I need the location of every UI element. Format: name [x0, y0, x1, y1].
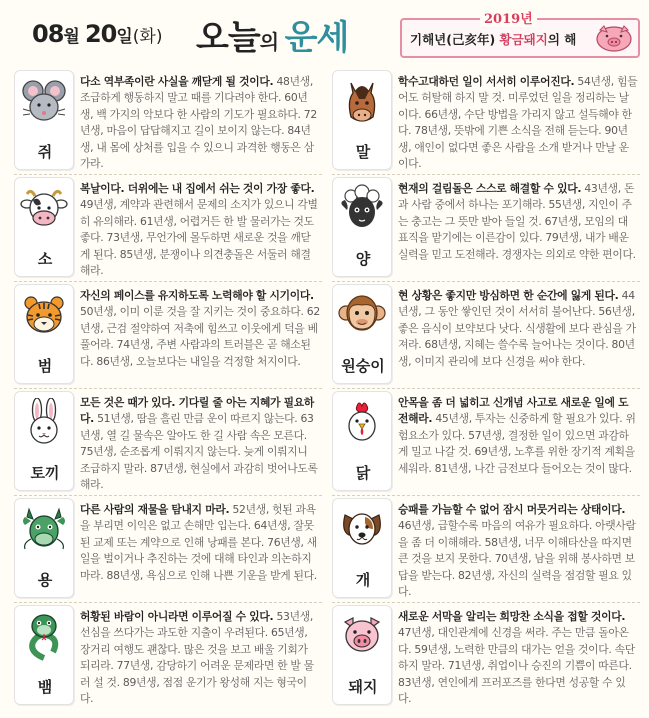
- zodiac-name: 쥐: [37, 143, 53, 161]
- row-divider: [332, 281, 640, 282]
- zodiac-tile: [14, 284, 74, 384]
- zodiac-card: [332, 498, 640, 601]
- pig-icon: [337, 612, 387, 662]
- badge-prefix: 기해년(己亥年): [410, 32, 500, 47]
- rat-icon: [19, 77, 69, 127]
- row-divider: [332, 602, 640, 603]
- row-divider: [332, 388, 640, 389]
- fortune-headline: 학수고대하던 일이 서서히 이루어진다.: [398, 75, 575, 88]
- title-particle: 의: [259, 30, 280, 54]
- fortune-text: [80, 288, 320, 370]
- fortune-text: [80, 181, 320, 279]
- zodiac-tile: [332, 391, 392, 491]
- zodiac-card: [14, 284, 322, 387]
- zodiac-name: 뱀: [37, 678, 53, 696]
- year-badge: [400, 12, 640, 58]
- zodiac-name: 소: [37, 250, 53, 268]
- fortune-text: [398, 502, 638, 600]
- badge-suffix: 의 해: [547, 32, 577, 47]
- zodiac-name: 닭: [355, 464, 371, 482]
- fortune-text: [80, 609, 320, 707]
- title-today: 오늘: [196, 18, 260, 58]
- zodiac-tile: [14, 70, 74, 170]
- rabbit-icon: [19, 398, 69, 448]
- sheep-icon: [337, 184, 387, 234]
- zodiac-name: 범: [37, 357, 53, 375]
- zodiac-tile: [14, 391, 74, 491]
- fortune-body: 46년생, 급할수록 마음의 여유가 필요하다. 아랫사람을 좀 더 이해해라. 58년생, 너무 이해타산을 따지면 큰 것을 보지 못한다. 70년생, 남을 위해 봉사하면 보답을 받는다. 82년생, 자신의 실력을 점검할 필요 있다.: [398, 519, 636, 599]
- row-divider: [14, 174, 322, 175]
- fortune-body: 48년생, 조급하게 행동하지 말고 때를 기다려야 한다. 60년생, 백 가지의 악보다 한 사람의 기도가 필요하다. 72년생, 마음이 답답해지고 길이 보이지 않는다. 84년생, 내 몸에 상처를 입을 수 있으니 과격한 행동은 삼가라.: [80, 75, 317, 171]
- day-number: 20: [84, 20, 117, 48]
- zodiac-card: [332, 70, 640, 173]
- zodiac-tile: [332, 70, 392, 170]
- pig-logo-icon: [594, 24, 634, 52]
- title-fortune: 운세: [284, 18, 349, 58]
- dragon-icon: [19, 505, 69, 555]
- fortune-text: [398, 288, 638, 370]
- zodiac-tile: [14, 498, 74, 598]
- fortune-body: 47년생, 대인관계에 신경을 써라. 주는 만큼 돌아온다. 59년생, 노력한 만큼의 대가는 얻을 것이다. 속단하지 말라. 71년생, 취업이나 승진의 기쁨이 따른다. 83년생, 연인에게 프러포즈를 한다면 성공할 수 있다.: [398, 626, 635, 706]
- fortune-headline: 새로운 서막을 알리는 희망찬 소식을 접할 것이다.: [398, 610, 626, 623]
- zodiac-name: 원숭이: [341, 357, 385, 375]
- fortune-text: [80, 395, 320, 493]
- badge-highlight: 황금돼지: [499, 32, 548, 47]
- fortune-headline: 허황된 바람이 아니라면 이루어질 수 있다.: [80, 610, 274, 623]
- fortune-headline: 현 상황은 좋지만 방심하면 한 순간에 잃게 된다.: [398, 289, 619, 302]
- fortune-headline: 승패를 가늠할 수 없어 잠시 머뭇거리는 상태이다.: [398, 503, 626, 516]
- fortune-headline: 안목을 좀 더 넓히고 신개념 사고로 새로운 일에 도전해라.: [398, 396, 629, 426]
- fortune-body: 52년생, 헛된 과욕을 부리면 이익은 없고 손해만 입는다. 64년생, 잘못된 교제 또는 계약으로 인해 낭패를 본다. 76년생, 새 일을 벌이거나 추진하는 것에 대해 타인과 의논하지 마라. 88년생, 욕심으로 인해 나쁜 기운을 받게 된다.: [80, 503, 317, 582]
- zodiac-name: 개: [355, 571, 371, 589]
- row-divider: [14, 388, 322, 389]
- fortune-text: [398, 395, 638, 477]
- rooster-icon: [337, 398, 387, 448]
- cow-icon: [19, 184, 69, 234]
- fortune-headline: 자신의 페이스를 유지하도록 노력해야 할 시기이다.: [80, 289, 314, 302]
- row-divider: [332, 495, 640, 496]
- row-divider: [14, 602, 322, 603]
- fortune-headline: 다소 역부족이란 사실을 깨닫게 될 것이다.: [80, 75, 274, 88]
- zodiac-card: [332, 391, 640, 494]
- fortune-text: [398, 181, 638, 263]
- row-divider: [332, 174, 640, 175]
- fortune-body: 43년생, 돈과 사람 중에서 하나는 포기해라. 55년생, 지인이 주는 충고는 그 뜻만 받아 들일 것. 67년생, 모임의 대표직을 맡기에는 이른감이 있다. 79년생, 내가 배운 실력을 믿고 도전해라. 경쟁자는 의외로 약한 편이다.: [398, 182, 636, 261]
- fortune-body: 44년생, 그 동안 쌓인던 것이 서서히 불어난다. 56년생, 좋은 음식이 보약보다 낫다. 식생활에 보다 관심을 가져라. 68년생, 지혜는 쓸수록 늘어나는 것이다. 80년생, 이미지 관리에 보다 신경을 써야 한다.: [398, 289, 636, 368]
- row-divider: [14, 281, 322, 282]
- zodiac-card: [332, 177, 640, 280]
- snake-icon: [19, 612, 69, 662]
- zodiac-tile: [332, 177, 392, 277]
- fortune-body: 51년생, 땀을 흘린 만큼 운이 따르지 않는다. 63년생, 열 길 물속은 알아도 한 길 사람 속은 모른다. 75년생, 순조롭게 이뤄지지 않는다. 늦게 이뤄지니 조급하지 말라. 87년생, 현실에서 과감히 벗어나도록 해라.: [80, 412, 318, 492]
- month-unit: 월: [63, 27, 80, 47]
- zodiac-card: [332, 605, 640, 708]
- fortune-headline: 복날이다. 더위에는 내 집에서 쉬는 것이 가장 좋다.: [80, 182, 315, 195]
- fortune-body: 45년생, 투자는 신중하게 할 필요가 있다. 위험요소가 있다. 57년생, 결정한 일이 있으면 과감하게 밀고 나갈 것. 69년생, 노후를 위한 장기적 계획을 세워라. 81년생, 나간 금전보다 들어오는 것이 많다.: [398, 412, 636, 475]
- zodiac-name: 돼지: [348, 678, 378, 696]
- fortune-headline: 현재의 걸림돌은 스스로 해결할 수 있다.: [398, 182, 582, 195]
- zodiac-card: [14, 177, 322, 280]
- fortune-text: [80, 74, 320, 172]
- fortune-body: 53년생, 선심을 쓰다가는 과도한 지출이 우려된다. 65년생, 장거리 여행도 괜찮다. 많은 것을 보고 배울 기회가 되리라. 77년생, 감당하기 어려운 문제라면 한 발 물러 설 것. 89년생, 점점 운기가 왕성해 지는 형국이다.: [80, 610, 314, 706]
- header: [0, 0, 649, 62]
- weekday: (화): [132, 27, 163, 47]
- zodiac-card: [14, 605, 322, 708]
- zodiac-tile: [332, 284, 392, 384]
- zodiac-name: 토끼: [30, 464, 60, 482]
- fortune-text: [80, 502, 320, 584]
- zodiac-name: 용: [37, 571, 53, 589]
- page-title: [196, 10, 348, 59]
- fortune-body: 49년생, 계약과 관련해서 문제의 소지가 있으니 각별히 유의해라. 61년생, 어렵거든 한 발 물러가는 것도 좋다. 73년생, 무언가에 몰두하면 새로운 것을 깨닫게 된다. 85년생, 분쟁이나 의견충돌은 서둘러 해결해라.: [80, 198, 318, 278]
- zodiac-name: 말: [355, 143, 371, 161]
- zodiac-card: [14, 70, 322, 173]
- zodiac-card: [14, 391, 322, 494]
- month-number: 08: [32, 20, 64, 48]
- zodiac-tile: [14, 605, 74, 705]
- fortune-body: 54년생, 힘들어도 허탈해 하지 말 것. 미루었던 일을 정리하는 날이다. 66년생, 수단 방법을 가리지 않고 설득해야 한다. 78년생, 뜻밖에 기쁜 소식을 전해 듣는다. 90년생, 애인이 없다면 좋은 사람을 소개 받거나 만날 운이다.: [398, 75, 638, 171]
- fortune-text: [398, 609, 638, 707]
- date: [32, 20, 162, 48]
- fortune-headline: 다른 사람의 재물을 탐내지 마라.: [80, 503, 230, 516]
- zodiac-tile: [332, 605, 392, 705]
- zodiac-card: [14, 498, 322, 601]
- zodiac-name: 양: [355, 250, 371, 268]
- dog-icon: [337, 505, 387, 555]
- tiger-icon: [19, 291, 69, 341]
- badge-text: [410, 30, 576, 48]
- zodiac-tile: [14, 177, 74, 277]
- zodiac-tile: [332, 498, 392, 598]
- fortune-body: 50년생, 이미 이룬 것을 잘 지키는 것이 중요하다. 62년생, 근검 절약하여 저축에 힘쓰고 이웃에게 덕을 베풀어라. 74년생, 주변 사람과의 트러블은 곧 해소된다. 86년생, 오늘보다는 내일을 걱정할 처지이다.: [80, 305, 320, 368]
- row-divider: [14, 495, 322, 496]
- fortune-text: [398, 74, 638, 172]
- horse-icon: [337, 77, 387, 127]
- day-unit: 일: [116, 27, 133, 47]
- monkey-icon: [337, 291, 387, 341]
- fortune-headline: 모든 것은 때가 있다. 기다릴 줄 아는 지혜가 필요하다.: [80, 396, 315, 426]
- badge-year: 2019년: [480, 8, 537, 27]
- zodiac-card: [332, 284, 640, 387]
